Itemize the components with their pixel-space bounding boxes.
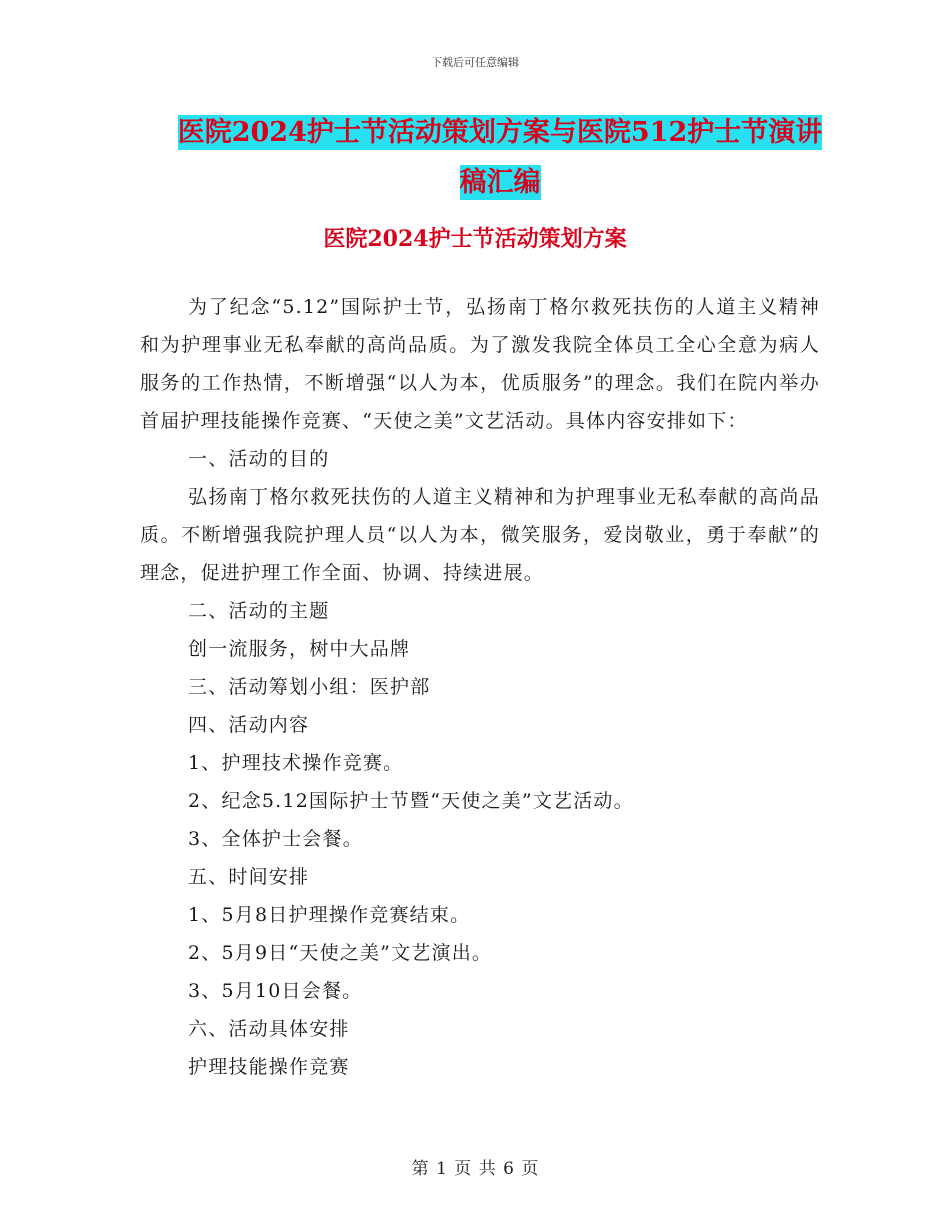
goal-heading: 一、活动的目的 [188, 448, 330, 470]
document-title-line1: 医院2024护士节活动策划方案与医院512护士节演讲 [177, 117, 823, 148]
schedule-item-1: 1、5月8日护理操作竞赛结束。 [188, 904, 471, 926]
content-item-2: 2、纪念5.12国际护士节暨“天使之美”文艺活动。 [188, 790, 634, 812]
content-item-1: 1、护理技术操作竞赛。 [188, 752, 404, 774]
document-title [140, 108, 860, 208]
schedule-item-3: 3、5月10日会餐。 [188, 980, 363, 1002]
document-title-line2: 稿汇编 [459, 167, 541, 198]
schedule-heading: 五、时间安排 [188, 866, 310, 888]
group-line: 三、活动筹划小组：医护部 [188, 676, 431, 698]
theme-heading: 二、活动的主题 [188, 600, 330, 622]
page-footer: 第 1 页 共 6 页 [411, 1159, 539, 1179]
content-heading: 四、活动内容 [188, 714, 310, 736]
content-item-3: 3、全体护士会餐。 [188, 828, 363, 850]
theme-text: 创一流服务，树中大品牌 [188, 638, 411, 660]
document-body [140, 288, 820, 1086]
intro-paragraph: 为了纪念“5.12”国际护士节，弘扬南丁格尔救死扶伤的人道主义精神和为护理事业无私奉献的高尚品质。为了激发我院全体员工全心全意为病人服务的工作热情，不断增强“以人为本，优质服务”的理念。我们在院内举办首届护理技能操作竞赛、“天使之美”文艺活动。具体内容安排如下： [140, 296, 820, 432]
schedule-item-2: 2、5月9日“天使之美”文艺演出。 [188, 942, 493, 964]
goal-paragraph: 弘扬南丁格尔救死扶伤的人道主义精神和为护理事业无私奉献的高尚品质。不断增强我院护理人员“以人为本，微笑服务，爱岗敬业，勇于奉献”的理念，促进护理工作全面、协调、持续进展。 [140, 486, 820, 584]
section-title: 医院2024护士节活动策划方案 [323, 226, 627, 252]
detail-item-1: 护理技能操作竞赛 [188, 1056, 350, 1078]
header-note: 下载后可任意编辑 [431, 56, 519, 69]
detail-heading: 六、活动具体安排 [188, 1018, 350, 1040]
